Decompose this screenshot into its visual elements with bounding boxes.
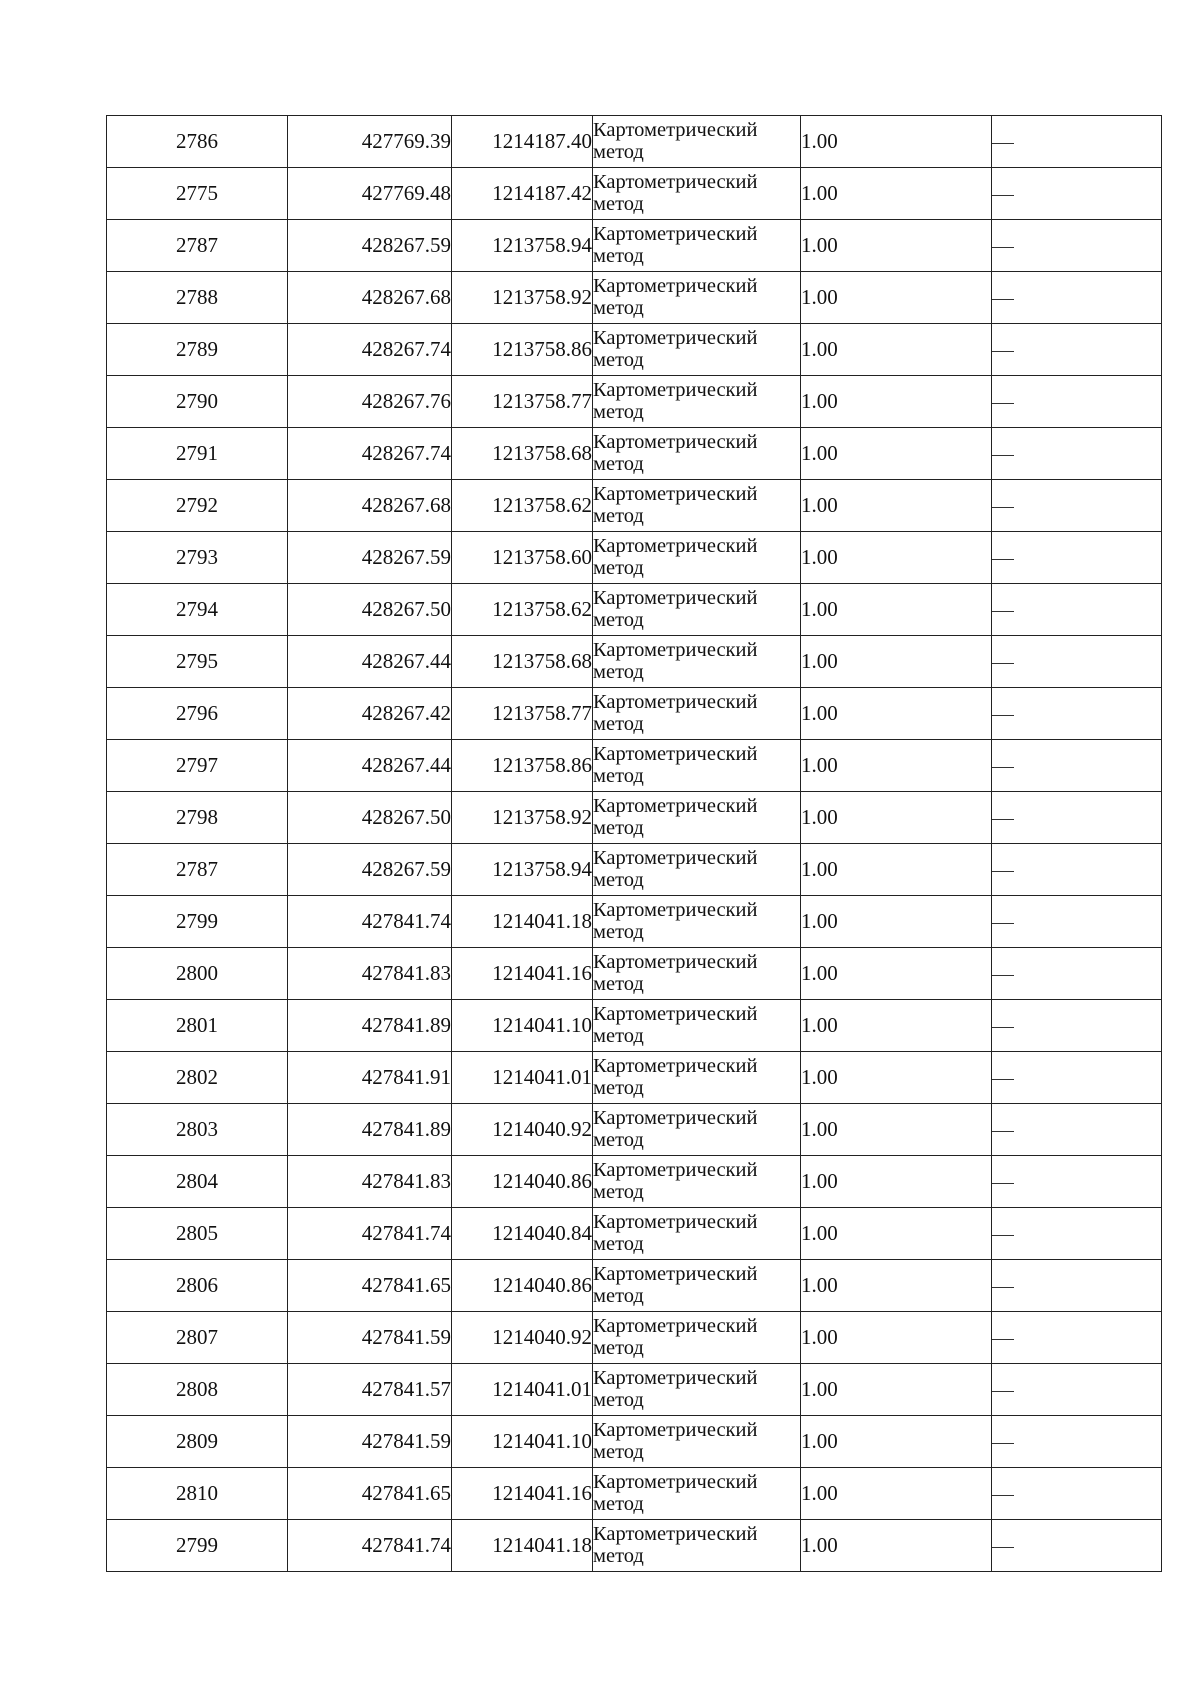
method-line-1: Картометрический [593, 898, 758, 921]
method-line-2: метод [593, 1544, 644, 1567]
y-coordinate-cell: 1213758.86 [452, 740, 593, 792]
dash-mark [992, 1547, 1014, 1548]
y-coordinate-cell: 1213758.94 [452, 220, 593, 272]
method-line-1: Картометрический [593, 1314, 758, 1337]
method-line-1: Картометрический [593, 1054, 758, 1077]
point-number-cell: 2804 [107, 1156, 288, 1208]
point-number-cell: 2797 [107, 740, 288, 792]
point-number-cell: 2790 [107, 376, 288, 428]
point-number-cell: 2810 [107, 1468, 288, 1520]
table-row [107, 1468, 1162, 1520]
table-row [107, 1000, 1162, 1052]
method-cell [593, 1468, 801, 1520]
method-line-2: метод [593, 244, 644, 267]
dash-mark [992, 1131, 1014, 1132]
accuracy-cell: 1.00 [801, 636, 992, 688]
accuracy-cell: 1.00 [801, 740, 992, 792]
dash-mark [992, 143, 1014, 144]
method-line-2: метод [593, 192, 644, 215]
accuracy-cell: 1.00 [801, 1468, 992, 1520]
table-row [107, 1416, 1162, 1468]
method-line-1: Картометрический [593, 326, 758, 349]
description-cell [992, 740, 1162, 792]
method-line-1: Картометрический [593, 638, 758, 661]
accuracy-cell: 1.00 [801, 1416, 992, 1468]
dash-mark [992, 663, 1014, 664]
x-coordinate-cell: 428267.59 [288, 844, 452, 896]
description-cell [992, 220, 1162, 272]
description-cell [992, 1260, 1162, 1312]
dash-mark [992, 195, 1014, 196]
point-number-cell: 2799 [107, 1520, 288, 1572]
y-coordinate-cell: 1214041.01 [452, 1052, 593, 1104]
method-line-1: Картометрический [593, 742, 758, 765]
accuracy-cell: 1.00 [801, 1364, 992, 1416]
x-coordinate-cell: 427841.91 [288, 1052, 452, 1104]
accuracy-cell: 1.00 [801, 1208, 992, 1260]
method-cell [593, 948, 801, 1000]
method-line-1: Картометрический [593, 690, 758, 713]
accuracy-cell: 1.00 [801, 220, 992, 272]
accuracy-cell: 1.00 [801, 532, 992, 584]
method-line-1: Картометрический [593, 1262, 758, 1285]
method-line-2: метод [593, 972, 644, 995]
description-cell [992, 584, 1162, 636]
coordinates-table [106, 115, 1162, 1572]
description-cell [992, 1156, 1162, 1208]
dash-mark [992, 871, 1014, 872]
description-cell [992, 688, 1162, 740]
accuracy-cell: 1.00 [801, 792, 992, 844]
method-line-1: Картометрический [593, 1002, 758, 1025]
dash-mark [992, 819, 1014, 820]
dash-mark [992, 1183, 1014, 1184]
x-coordinate-cell: 427841.74 [288, 896, 452, 948]
method-line-2: метод [593, 816, 644, 839]
x-coordinate-cell: 427841.74 [288, 1208, 452, 1260]
description-cell [992, 636, 1162, 688]
method-line-2: метод [593, 868, 644, 891]
y-coordinate-cell: 1214040.84 [452, 1208, 593, 1260]
method-line-2: метод [593, 400, 644, 423]
description-cell [992, 324, 1162, 376]
dash-mark [992, 247, 1014, 248]
point-number-cell: 2792 [107, 480, 288, 532]
method-cell [593, 740, 801, 792]
description-cell [992, 428, 1162, 480]
method-cell [593, 792, 801, 844]
accuracy-cell: 1.00 [801, 168, 992, 220]
method-cell [593, 1208, 801, 1260]
x-coordinate-cell: 427841.65 [288, 1468, 452, 1520]
x-coordinate-cell: 427841.57 [288, 1364, 452, 1416]
method-line-2: метод [593, 1232, 644, 1255]
table-row [107, 1520, 1162, 1572]
y-coordinate-cell: 1214041.16 [452, 948, 593, 1000]
method-cell [593, 584, 801, 636]
x-coordinate-cell: 427841.89 [288, 1104, 452, 1156]
y-coordinate-cell: 1214041.10 [452, 1416, 593, 1468]
description-cell [992, 376, 1162, 428]
table-row [107, 1104, 1162, 1156]
description-cell [992, 168, 1162, 220]
method-line-1: Картометрический [593, 482, 758, 505]
y-coordinate-cell: 1214187.42 [452, 168, 593, 220]
x-coordinate-cell: 428267.74 [288, 324, 452, 376]
method-line-2: метод [593, 1492, 644, 1515]
method-line-2: метод [593, 504, 644, 527]
accuracy-cell: 1.00 [801, 688, 992, 740]
table-row [107, 168, 1162, 220]
accuracy-cell: 1.00 [801, 584, 992, 636]
table-row [107, 532, 1162, 584]
x-coordinate-cell: 427841.59 [288, 1312, 452, 1364]
y-coordinate-cell: 1213758.60 [452, 532, 593, 584]
table-row [107, 740, 1162, 792]
point-number-cell: 2807 [107, 1312, 288, 1364]
table-row [107, 1260, 1162, 1312]
description-cell [992, 1104, 1162, 1156]
coordinates-table-body [107, 116, 1162, 1572]
dash-mark [992, 455, 1014, 456]
method-line-2: метод [593, 1440, 644, 1463]
method-line-2: метод [593, 556, 644, 579]
method-cell [593, 168, 801, 220]
method-cell [593, 480, 801, 532]
accuracy-cell: 1.00 [801, 948, 992, 1000]
method-cell [593, 116, 801, 168]
method-line-1: Картометрический [593, 1470, 758, 1493]
table-row [107, 844, 1162, 896]
table-row [107, 480, 1162, 532]
method-line-1: Картометрический [593, 1106, 758, 1129]
method-line-2: метод [593, 1180, 644, 1203]
point-number-cell: 2787 [107, 844, 288, 896]
accuracy-cell: 1.00 [801, 844, 992, 896]
description-cell [992, 1208, 1162, 1260]
table-row [107, 792, 1162, 844]
description-cell [992, 1000, 1162, 1052]
dash-mark [992, 299, 1014, 300]
method-cell [593, 636, 801, 688]
method-cell [593, 1520, 801, 1572]
point-number-cell: 2795 [107, 636, 288, 688]
x-coordinate-cell: 428267.59 [288, 220, 452, 272]
x-coordinate-cell: 428267.74 [288, 428, 452, 480]
table-row [107, 584, 1162, 636]
method-line-1: Картометрический [593, 118, 758, 141]
method-line-2: метод [593, 140, 644, 163]
x-coordinate-cell: 428267.68 [288, 272, 452, 324]
description-cell [992, 1052, 1162, 1104]
table-row [107, 324, 1162, 376]
method-line-2: метод [593, 296, 644, 319]
y-coordinate-cell: 1214041.18 [452, 1520, 593, 1572]
dash-mark [992, 767, 1014, 768]
y-coordinate-cell: 1214041.16 [452, 1468, 593, 1520]
method-line-2: метод [593, 348, 644, 371]
y-coordinate-cell: 1213758.86 [452, 324, 593, 376]
x-coordinate-cell: 427841.74 [288, 1520, 452, 1572]
x-coordinate-cell: 428267.76 [288, 376, 452, 428]
description-cell [992, 272, 1162, 324]
description-cell [992, 896, 1162, 948]
accuracy-cell: 1.00 [801, 896, 992, 948]
y-coordinate-cell: 1214040.86 [452, 1156, 593, 1208]
point-number-cell: 2793 [107, 532, 288, 584]
dash-mark [992, 507, 1014, 508]
point-number-cell: 2798 [107, 792, 288, 844]
method-line-2: метод [593, 660, 644, 683]
dash-mark [992, 1495, 1014, 1496]
point-number-cell: 2801 [107, 1000, 288, 1052]
method-cell [593, 1104, 801, 1156]
y-coordinate-cell: 1213758.92 [452, 792, 593, 844]
y-coordinate-cell: 1214040.92 [452, 1312, 593, 1364]
description-cell [992, 116, 1162, 168]
method-line-1: Картометрический [593, 1210, 758, 1233]
method-line-2: метод [593, 1024, 644, 1047]
point-number-cell: 2796 [107, 688, 288, 740]
x-coordinate-cell: 427769.48 [288, 168, 452, 220]
accuracy-cell: 1.00 [801, 376, 992, 428]
description-cell [992, 792, 1162, 844]
method-line-1: Картометрический [593, 1158, 758, 1181]
x-coordinate-cell: 427841.59 [288, 1416, 452, 1468]
method-line-1: Картометрический [593, 170, 758, 193]
method-line-1: Картометрический [593, 846, 758, 869]
table-row [107, 1312, 1162, 1364]
table-row [107, 1156, 1162, 1208]
table-row [107, 1052, 1162, 1104]
point-number-cell: 2791 [107, 428, 288, 480]
point-number-cell: 2809 [107, 1416, 288, 1468]
method-cell [593, 1312, 801, 1364]
table-row [107, 1208, 1162, 1260]
description-cell [992, 1416, 1162, 1468]
table-row [107, 636, 1162, 688]
accuracy-cell: 1.00 [801, 1312, 992, 1364]
point-number-cell: 2794 [107, 584, 288, 636]
method-line-2: метод [593, 1388, 644, 1411]
point-number-cell: 2802 [107, 1052, 288, 1104]
x-coordinate-cell: 428267.44 [288, 636, 452, 688]
x-coordinate-cell: 427841.89 [288, 1000, 452, 1052]
x-coordinate-cell: 428267.68 [288, 480, 452, 532]
accuracy-cell: 1.00 [801, 1260, 992, 1312]
method-cell [593, 532, 801, 584]
description-cell [992, 480, 1162, 532]
method-cell [593, 376, 801, 428]
y-coordinate-cell: 1214041.01 [452, 1364, 593, 1416]
table-row [107, 688, 1162, 740]
dash-mark [992, 715, 1014, 716]
method-line-1: Картометрический [593, 1418, 758, 1441]
table-row [107, 428, 1162, 480]
description-cell [992, 1312, 1162, 1364]
method-cell [593, 688, 801, 740]
y-coordinate-cell: 1213758.62 [452, 480, 593, 532]
y-coordinate-cell: 1213758.68 [452, 428, 593, 480]
x-coordinate-cell: 427769.39 [288, 116, 452, 168]
dash-mark [992, 403, 1014, 404]
table-row [107, 948, 1162, 1000]
method-cell [593, 220, 801, 272]
dash-mark [992, 1079, 1014, 1080]
x-coordinate-cell: 428267.42 [288, 688, 452, 740]
point-number-cell: 2787 [107, 220, 288, 272]
method-line-1: Картометрический [593, 950, 758, 973]
accuracy-cell: 1.00 [801, 272, 992, 324]
method-line-1: Картометрический [593, 378, 758, 401]
y-coordinate-cell: 1214040.92 [452, 1104, 593, 1156]
x-coordinate-cell: 427841.83 [288, 1156, 452, 1208]
dash-mark [992, 1443, 1014, 1444]
x-coordinate-cell: 428267.44 [288, 740, 452, 792]
dash-mark [992, 1235, 1014, 1236]
description-cell [992, 1468, 1162, 1520]
method-line-2: метод [593, 1076, 644, 1099]
point-number-cell: 2786 [107, 116, 288, 168]
x-coordinate-cell: 428267.50 [288, 584, 452, 636]
accuracy-cell: 1.00 [801, 116, 992, 168]
method-line-1: Картометрический [593, 586, 758, 609]
table-row [107, 220, 1162, 272]
y-coordinate-cell: 1214041.10 [452, 1000, 593, 1052]
method-line-1: Картометрический [593, 1522, 758, 1545]
x-coordinate-cell: 427841.65 [288, 1260, 452, 1312]
dash-mark [992, 923, 1014, 924]
dash-mark [992, 1027, 1014, 1028]
method-cell [593, 1052, 801, 1104]
method-line-1: Картометрический [593, 534, 758, 557]
method-cell [593, 324, 801, 376]
method-line-2: метод [593, 452, 644, 475]
accuracy-cell: 1.00 [801, 324, 992, 376]
method-cell [593, 1156, 801, 1208]
accuracy-cell: 1.00 [801, 1156, 992, 1208]
y-coordinate-cell: 1213758.62 [452, 584, 593, 636]
method-cell [593, 1364, 801, 1416]
method-line-1: Картометрический [593, 274, 758, 297]
dash-mark [992, 611, 1014, 612]
dash-mark [992, 1339, 1014, 1340]
description-cell [992, 1520, 1162, 1572]
point-number-cell: 2789 [107, 324, 288, 376]
y-coordinate-cell: 1213758.92 [452, 272, 593, 324]
y-coordinate-cell: 1214041.18 [452, 896, 593, 948]
method-line-1: Картометрический [593, 794, 758, 817]
point-number-cell: 2808 [107, 1364, 288, 1416]
dash-mark [992, 975, 1014, 976]
accuracy-cell: 1.00 [801, 1052, 992, 1104]
accuracy-cell: 1.00 [801, 480, 992, 532]
x-coordinate-cell: 428267.50 [288, 792, 452, 844]
method-cell [593, 272, 801, 324]
method-line-1: Картометрический [593, 222, 758, 245]
y-coordinate-cell: 1213758.77 [452, 688, 593, 740]
dash-mark [992, 1287, 1014, 1288]
y-coordinate-cell: 1214187.40 [452, 116, 593, 168]
point-number-cell: 2805 [107, 1208, 288, 1260]
accuracy-cell: 1.00 [801, 1520, 992, 1572]
table-row [107, 896, 1162, 948]
point-number-cell: 2803 [107, 1104, 288, 1156]
accuracy-cell: 1.00 [801, 1000, 992, 1052]
dash-mark [992, 559, 1014, 560]
method-cell [593, 1416, 801, 1468]
method-line-2: метод [593, 1336, 644, 1359]
method-line-2: метод [593, 1128, 644, 1151]
method-line-2: метод [593, 1284, 644, 1307]
y-coordinate-cell: 1213758.68 [452, 636, 593, 688]
method-line-1: Картометрический [593, 430, 758, 453]
accuracy-cell: 1.00 [801, 428, 992, 480]
table-row [107, 1364, 1162, 1416]
method-line-2: метод [593, 608, 644, 631]
point-number-cell: 2806 [107, 1260, 288, 1312]
method-cell [593, 1000, 801, 1052]
point-number-cell: 2800 [107, 948, 288, 1000]
method-line-2: метод [593, 712, 644, 735]
y-coordinate-cell: 1214040.86 [452, 1260, 593, 1312]
method-cell [593, 844, 801, 896]
table-row [107, 376, 1162, 428]
dash-mark [992, 1391, 1014, 1392]
y-coordinate-cell: 1213758.94 [452, 844, 593, 896]
dash-mark [992, 351, 1014, 352]
method-line-2: метод [593, 920, 644, 943]
table-row [107, 116, 1162, 168]
method-line-2: метод [593, 764, 644, 787]
method-cell [593, 1260, 801, 1312]
x-coordinate-cell: 427841.83 [288, 948, 452, 1000]
y-coordinate-cell: 1213758.77 [452, 376, 593, 428]
method-line-1: Картометрический [593, 1366, 758, 1389]
description-cell [992, 1364, 1162, 1416]
description-cell [992, 532, 1162, 584]
method-cell [593, 896, 801, 948]
point-number-cell: 2775 [107, 168, 288, 220]
table-row [107, 272, 1162, 324]
accuracy-cell: 1.00 [801, 1104, 992, 1156]
point-number-cell: 2788 [107, 272, 288, 324]
method-cell [593, 428, 801, 480]
description-cell [992, 844, 1162, 896]
x-coordinate-cell: 428267.59 [288, 532, 452, 584]
description-cell [992, 948, 1162, 1000]
point-number-cell: 2799 [107, 896, 288, 948]
